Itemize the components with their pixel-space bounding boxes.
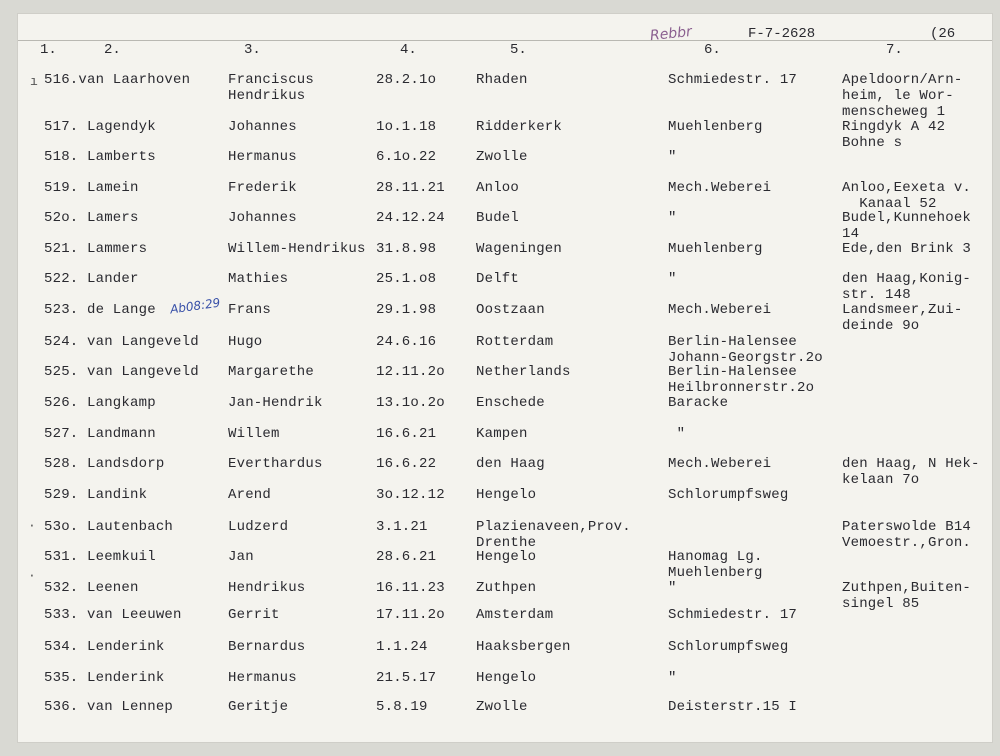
- entry-name: 529. Landink: [44, 487, 148, 503]
- entry-name: 525. van Langeveld: [44, 364, 199, 380]
- entry-birth-date: 16.11.23: [376, 580, 445, 596]
- table-row: [0, 670, 1000, 700]
- entry-birth-date: 31.8.98: [376, 241, 437, 257]
- entry-name: 527. Landmann: [44, 426, 156, 442]
- entry-first-name: Frans: [228, 302, 272, 318]
- entry-birth-place: Zwolle: [476, 699, 528, 715]
- entry-name: 516.van Laarhoven: [44, 72, 191, 88]
- entry-address-7: Anloo,Eexeta v. Kanaal 52: [842, 180, 972, 212]
- entry-birth-date: 3.1.21: [376, 519, 428, 535]
- entry-address-6: Mech.Weberei: [668, 302, 772, 318]
- entry-address-7: Zuthpen,Buiten- singel 85: [842, 580, 972, 612]
- entry-address-7: Landsmeer,Zui- deinde 9o: [842, 302, 963, 334]
- entry-birth-date: 17.11.2o: [376, 607, 445, 623]
- entry-address-6: Muehlenberg: [668, 119, 763, 135]
- table-row: [0, 456, 1000, 486]
- entry-first-name: Margarethe: [228, 364, 315, 380]
- entry-address-6: Schmiedestr. 17: [668, 72, 798, 88]
- table-row: [0, 395, 1000, 425]
- entry-first-name: Gerrit: [228, 607, 280, 623]
- table-row: [0, 180, 1000, 210]
- entry-birth-place: Wageningen: [476, 241, 563, 257]
- entry-address-7: den Haag, N Hek- kelaan 7o: [842, 456, 980, 488]
- entry-name: 531. Leemkuil: [44, 549, 156, 565]
- entry-birth-place: Hengelo: [476, 670, 537, 686]
- entry-birth-date: 16.6.21: [376, 426, 437, 442]
- table-row: [0, 210, 1000, 240]
- entry-first-name: Bernardus: [228, 639, 306, 655]
- entry-birth-date: 24.6.16: [376, 334, 437, 350]
- entry-birth-date: 29.1.98: [376, 302, 437, 318]
- entry-address-6: Schlorumpfsweg: [668, 639, 789, 655]
- entry-first-name: Willem-Hendrikus: [228, 241, 366, 257]
- entry-birth-date: 5.8.19: [376, 699, 428, 715]
- entry-birth-date: 28.11.21: [376, 180, 445, 196]
- entry-birth-place: den Haag: [476, 456, 545, 472]
- entry-name: 534. Lenderink: [44, 639, 165, 655]
- entry-name: 526. Langkamp: [44, 395, 156, 411]
- table-row: [0, 426, 1000, 456]
- entry-birth-date: 13.1o.2o: [376, 395, 445, 411]
- entry-birth-place: Budel: [476, 210, 520, 226]
- entry-name: 52o. Lamers: [44, 210, 139, 226]
- col-header-2: 2.: [104, 42, 121, 58]
- entry-address-6: ": [668, 580, 677, 596]
- entry-address-6: Berlin-Halensee Johann-Georgstr.2o: [668, 334, 823, 366]
- entry-address-6: Mech.Weberei: [668, 180, 772, 196]
- entry-address-6: Schlorumpfsweg: [668, 487, 789, 503]
- table-row: [0, 639, 1000, 669]
- entry-name: 528. Landsdorp: [44, 456, 165, 472]
- entry-address-7: Budel,Kunnehoek 14: [842, 210, 972, 242]
- entry-name: 522. Lander: [44, 271, 139, 287]
- entry-first-name: Geritje: [228, 699, 289, 715]
- margin-mark-icon: ı: [30, 74, 38, 89]
- entry-birth-place: Zwolle: [476, 149, 528, 165]
- entry-birth-place: Kampen: [476, 426, 528, 442]
- entry-address-6: Mech.Weberei: [668, 456, 772, 472]
- entry-first-name: Everthardus: [228, 456, 323, 472]
- entry-address-7: den Haag,Konig- str. 148: [842, 271, 972, 303]
- entry-birth-date: 16.6.22: [376, 456, 437, 472]
- entry-birth-date: 6.1o.22: [376, 149, 437, 165]
- entry-birth-date: 25.1.o8: [376, 271, 437, 287]
- entry-first-name: Hermanus: [228, 149, 297, 165]
- entry-birth-place: Amsterdam: [476, 607, 554, 623]
- entry-birth-date: 28.6.21: [376, 549, 437, 565]
- table-row: [0, 580, 1000, 610]
- entry-birth-date: 1o.1.18: [376, 119, 437, 135]
- table-row: [0, 549, 1000, 579]
- entry-first-name: Willem: [228, 426, 280, 442]
- entry-address-6: Schmiedestr. 17: [668, 607, 798, 623]
- table-row: [0, 699, 1000, 729]
- entry-first-name: Johannes: [228, 210, 297, 226]
- entry-birth-place: Delft: [476, 271, 520, 287]
- entry-birth-place: Oostzaan: [476, 302, 545, 318]
- entry-birth-place: Hengelo: [476, 487, 537, 503]
- entry-address-6: Deisterstr.15 I: [668, 699, 798, 715]
- entry-first-name: Frederik: [228, 180, 297, 196]
- entry-address-6: ": [668, 426, 686, 442]
- entry-first-name: Hendrikus: [228, 580, 306, 596]
- entry-address-6: Hanomag Lg. Muehlenberg: [668, 549, 763, 581]
- entry-name: 533. van Leeuwen: [44, 607, 182, 623]
- entry-name: 517. Lagendyk: [44, 119, 156, 135]
- entry-first-name: Johannes: [228, 119, 297, 135]
- table-row: [0, 519, 1000, 549]
- table-row: [0, 334, 1000, 364]
- entry-first-name: Hermanus: [228, 670, 297, 686]
- col-header-6: 6.: [704, 42, 721, 58]
- entry-birth-date: 1.1.24: [376, 639, 428, 655]
- entry-first-name: Franciscus Hendrikus: [228, 72, 315, 104]
- entry-birth-place: Zuthpen: [476, 580, 537, 596]
- entry-birth-place: Enschede: [476, 395, 545, 411]
- entry-name: 523. de Lange: [44, 302, 156, 318]
- entry-first-name: Jan-Hendrik: [228, 395, 323, 411]
- table-row: [0, 607, 1000, 637]
- entry-birth-date: 28.2.1o: [376, 72, 437, 88]
- handwritten-ink-note: Ab08:29: [169, 295, 222, 317]
- entry-first-name: Arend: [228, 487, 272, 503]
- entry-address-7: Apeldoorn/Arn- heim, le Wor- menscheweg 1: [842, 72, 963, 120]
- handwritten-stamp: Rebbr: [649, 23, 693, 45]
- entry-name: 536. van Lennep: [44, 699, 174, 715]
- entry-address-6: Berlin-Halensee Heilbronnerstr.2o: [668, 364, 815, 396]
- entry-name: 53o. Lautenbach: [44, 519, 174, 535]
- entry-birth-place: Hengelo: [476, 549, 537, 565]
- entry-address-6: Baracke: [668, 395, 729, 411]
- entry-first-name: Jan: [228, 549, 254, 565]
- entry-address-7: Ringdyk A 42 Bohne s: [842, 119, 946, 151]
- document-reference: F-7-2628: [748, 26, 816, 42]
- entry-birth-place: Haaksbergen: [476, 639, 571, 655]
- entry-birth-date: 21.5.17: [376, 670, 437, 686]
- table-row: [0, 487, 1000, 517]
- entry-address-6: ": [668, 210, 677, 226]
- entry-address-6: ": [668, 149, 677, 165]
- entry-address-6: Muehlenberg: [668, 241, 763, 257]
- entry-birth-place: Plazienaveen,Prov. Drenthe: [476, 519, 631, 551]
- entry-address-6: ": [668, 271, 677, 287]
- entry-birth-date: 3o.12.12: [376, 487, 445, 503]
- entry-birth-place: Ridderkerk: [476, 119, 563, 135]
- page-number: (26: [930, 26, 956, 42]
- entry-first-name: Mathies: [228, 271, 289, 287]
- entry-address-6: ": [668, 670, 677, 686]
- entry-birth-date: 12.11.2o: [376, 364, 445, 380]
- entry-birth-place: Anloo: [476, 180, 520, 196]
- table-row: [0, 119, 1000, 149]
- entry-name: 532. Leenen: [44, 580, 139, 596]
- entry-name: 521. Lammers: [44, 241, 148, 257]
- entry-name: 524. van Langeveld: [44, 334, 199, 350]
- entry-first-name: Hugo: [228, 334, 263, 350]
- entry-name: 535. Lenderink: [44, 670, 165, 686]
- table-row: [0, 149, 1000, 179]
- col-header-1: 1.: [40, 42, 57, 58]
- entry-name: 519. Lamein: [44, 180, 139, 196]
- margin-mark-icon: ·: [28, 568, 36, 583]
- entry-first-name: Ludzerd: [228, 519, 289, 535]
- col-header-4: 4.: [400, 42, 417, 58]
- table-row: [0, 271, 1000, 301]
- entry-birth-place: Netherlands: [476, 364, 571, 380]
- col-header-3: 3.: [244, 42, 261, 58]
- table-row: [0, 302, 1000, 332]
- entry-address-7: Paterswolde B14 Vemoestr.,Gron.: [842, 519, 972, 551]
- table-row: [0, 241, 1000, 271]
- table-row: [0, 364, 1000, 394]
- col-header-7: 7.: [886, 42, 903, 58]
- entry-address-7: Ede,den Brink 3: [842, 241, 972, 257]
- col-header-5: 5.: [510, 42, 527, 58]
- table-row: [0, 72, 1000, 120]
- entry-birth-place: Rotterdam: [476, 334, 554, 350]
- entry-birth-place: Rhaden: [476, 72, 528, 88]
- entry-name: 518. Lamberts: [44, 149, 156, 165]
- entry-birth-date: 24.12.24: [376, 210, 445, 226]
- margin-mark-icon: ·: [28, 518, 36, 533]
